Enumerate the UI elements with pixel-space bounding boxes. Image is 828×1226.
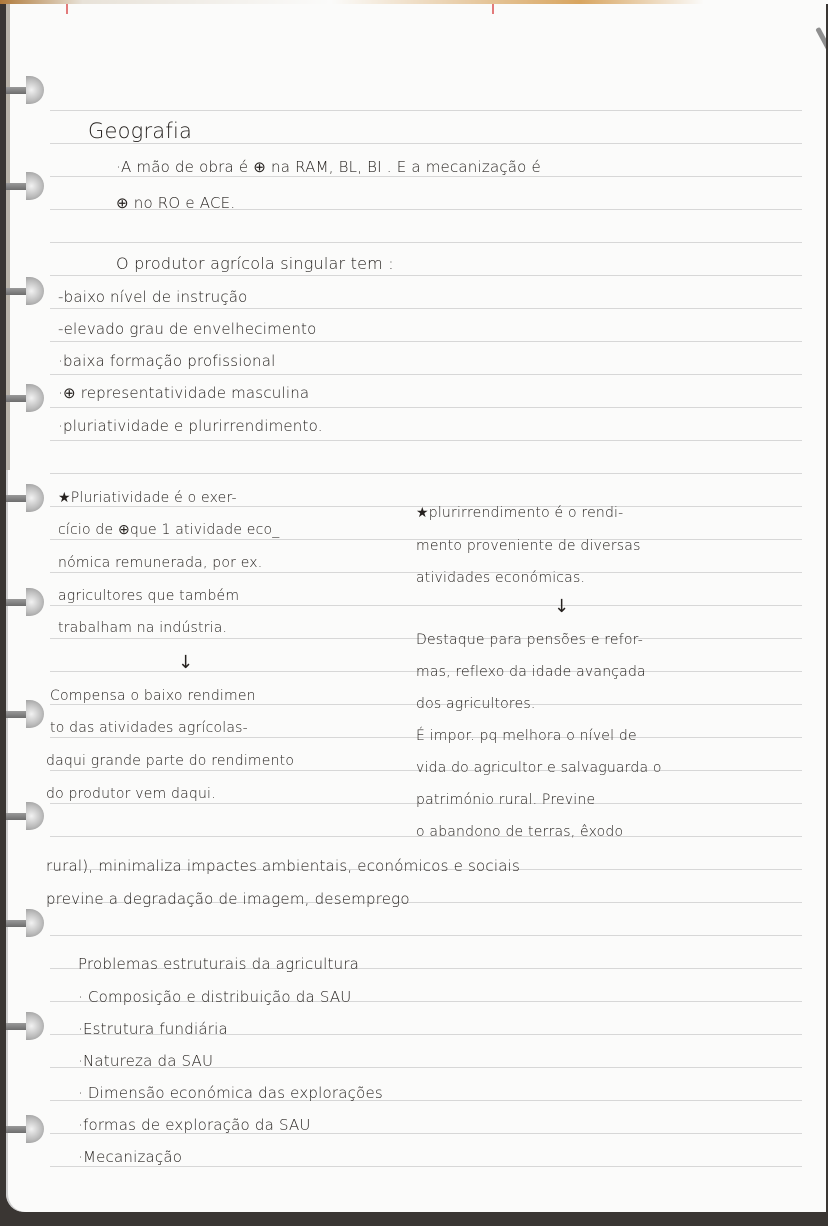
notebook-page bbox=[6, 0, 826, 1212]
problem-item: · Dimensão económica das explorações bbox=[78, 1084, 383, 1102]
producer-trait: ·baixa formação profissional bbox=[58, 352, 276, 370]
binder-ring bbox=[6, 484, 46, 512]
producer-trait: -elevado grau de envelhecimento bbox=[58, 320, 317, 338]
down-arrow-icon: ↓ bbox=[554, 596, 570, 617]
continuation-line: previne a degradação de imagem, desemprego bbox=[46, 890, 410, 908]
ruled-line bbox=[50, 242, 802, 243]
plurirrendimento-consequence: mas, reflexo da idade avançada bbox=[416, 664, 646, 680]
pluriatividade-consequence: Compensa o baixo rendimen bbox=[50, 688, 256, 704]
problem-item: ·Mecanização bbox=[78, 1148, 183, 1166]
producer-trait: ·⊕ representatividade masculina bbox=[58, 384, 310, 402]
plurirrendimento-definition: atividades económicas. bbox=[416, 570, 586, 586]
plurirrendimento-definition: mento proveniente de diversas bbox=[416, 538, 641, 554]
ruled-line bbox=[50, 605, 802, 606]
plurirrendimento-consequence: É impor. pq melhora o nível de bbox=[416, 728, 637, 744]
subject-title: Geografia bbox=[88, 119, 193, 143]
pluriatividade-definition: ★Pluriatividade é o exer- bbox=[58, 490, 237, 506]
plurirrendimento-consequence: Destaque para pensões e refor- bbox=[416, 632, 643, 648]
binder-ring bbox=[6, 1115, 46, 1143]
producer-heading: O produtor agrícola singular tem : bbox=[116, 254, 394, 273]
binder-ring bbox=[6, 588, 46, 616]
ruled-line bbox=[50, 110, 802, 111]
plurirrendimento-consequence: vida do agricultor e salvaguarda o bbox=[416, 760, 662, 776]
ruled-line bbox=[50, 407, 802, 408]
pluriatividade-definition: cício de ⊕que 1 atividade eco_ bbox=[58, 522, 280, 538]
pluriatividade-definition: nómica remunerada, por ex. bbox=[58, 555, 263, 571]
problem-item: ·formas de exploração da SAU bbox=[78, 1116, 311, 1134]
problems-heading: Problemas estruturais da agricultura bbox=[78, 955, 360, 973]
plurirrendimento-definition: ★plurirrendimento é o rendi- bbox=[416, 505, 624, 521]
continuation-line: rural), minimaliza impactes ambientais, económicos e sociais bbox=[46, 857, 520, 875]
binder-ring bbox=[6, 172, 46, 200]
pluriatividade-consequence: to das atividades agrícolas- bbox=[50, 720, 248, 736]
ruled-line bbox=[50, 341, 802, 342]
producer-trait: ·pluriatividade e plurirrendimento. bbox=[58, 417, 323, 435]
problem-item: ·Estrutura fundiária bbox=[78, 1020, 228, 1038]
problem-item: ·Natureza da SAU bbox=[78, 1052, 214, 1070]
ruled-line bbox=[50, 275, 802, 276]
down-arrow-icon: ↓ bbox=[178, 652, 194, 673]
ruled-line bbox=[50, 440, 802, 441]
ruled-line bbox=[50, 308, 802, 309]
binder-ring bbox=[6, 1012, 46, 1040]
problem-item: · Composição e distribuição da SAU bbox=[78, 988, 352, 1006]
binder-ring bbox=[6, 909, 46, 937]
ruled-line bbox=[50, 1166, 802, 1167]
intro-line: ·A mão de obra é ⊕ na RAM, BL, BI . E a mecanização é bbox=[116, 158, 541, 176]
ruled-line bbox=[50, 473, 802, 474]
ruled-line bbox=[50, 374, 802, 375]
ruled-line bbox=[50, 143, 802, 144]
pluriatividade-consequence: daqui grande parte do rendimento bbox=[46, 753, 295, 769]
binder-ring bbox=[6, 700, 46, 728]
binder-ring bbox=[6, 802, 46, 830]
ruled-line bbox=[50, 176, 802, 177]
ruled-line bbox=[50, 935, 802, 936]
pluriatividade-consequence: do produtor vem daqui. bbox=[46, 786, 216, 802]
intro-line: ⊕ no RO e ACE. bbox=[116, 194, 236, 212]
binder-ring bbox=[6, 384, 46, 412]
pluriatividade-definition: agricultores que também bbox=[58, 588, 240, 604]
producer-trait: -baixo nível de instrução bbox=[58, 288, 248, 306]
plurirrendimento-consequence: património rural. Previne bbox=[416, 792, 596, 808]
notebook-top-edge bbox=[0, 0, 828, 4]
plurirrendimento-consequence: dos agricultores. bbox=[416, 696, 536, 712]
pencil bbox=[815, 27, 826, 109]
binder-ring bbox=[6, 76, 46, 104]
plurirrendimento-consequence: o abandono de terras, êxodo bbox=[416, 824, 624, 840]
binder-ring bbox=[6, 277, 46, 305]
pluriatividade-definition: trabalham na indústria. bbox=[58, 620, 228, 636]
